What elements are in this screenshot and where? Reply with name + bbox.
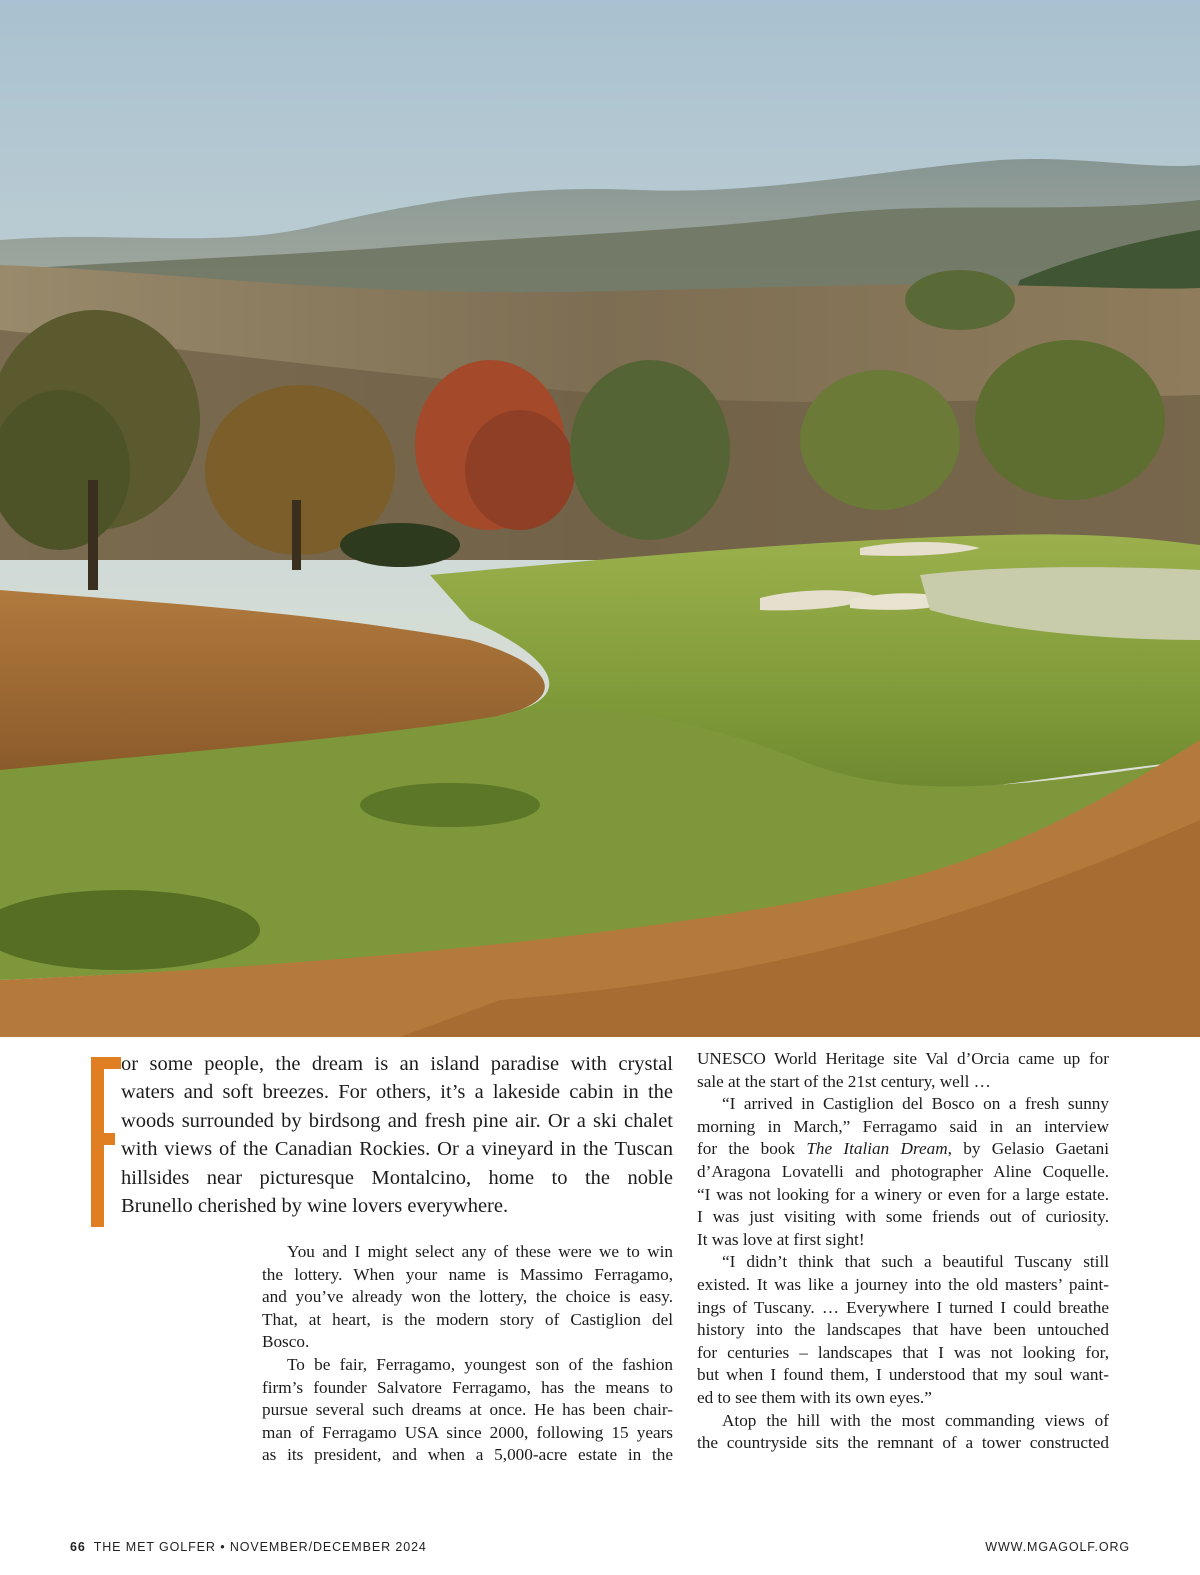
lead-line: Brunello cherished by wine lovers everywhere. (121, 1195, 509, 1218)
body-fragment: for the book (697, 1139, 807, 1159)
body-line: sale at the start of the 21st century, well … (697, 1071, 991, 1091)
lead-line: or some people, the dream is an island paradise with crystal (121, 1053, 673, 1075)
body-line: as its president, and when a 5,000-acre estate in the (262, 1445, 673, 1465)
body-line-with-title (697, 1138, 1109, 1161)
body-line: history into the landscapes that have been untouched (697, 1320, 1109, 1340)
publication-info: THE MET GOLFER • NOVEMBER/DECEMBER 2024 (93, 1540, 427, 1554)
footer-left (70, 1540, 427, 1554)
body-line: the lottery. When your name is Massimo Ferragamo, (262, 1264, 673, 1284)
drop-cap-letter (91, 1057, 104, 1227)
body-fragment: , by Gelasio Gaetani (947, 1139, 1109, 1159)
body-line: It was love at first sight! (697, 1229, 865, 1249)
lead-line: waters and soft breezes. For others, it’s a lakeside cabin in the (121, 1081, 673, 1104)
body-line: “I didn’t think that such a beautiful Tuscany still (722, 1252, 1109, 1272)
body-line: To be fair, Ferragamo, youngest son of the fashion (287, 1354, 673, 1374)
body-column-right (697, 1048, 1109, 1455)
body-line: Atop the hill with the most commanding views of (722, 1410, 1109, 1430)
body-line: the countryside sits the remnant of a tower constructed (697, 1433, 1109, 1453)
body-column-left (262, 1241, 673, 1467)
body-line: UNESCO World Heritage site Val d’Orcia came up for (697, 1049, 1109, 1068)
page-footer (0, 1536, 1200, 1556)
website-link[interactable]: WWW.MGAGOLF.ORG (985, 1540, 1130, 1554)
lead-line: hillsides near picturesque Montalcino, home to the noble (121, 1166, 673, 1189)
lead-paragraph (121, 1050, 673, 1220)
lead-line: with views of the Canadian Rockies. Or a vineyard in the Tuscan (121, 1138, 673, 1161)
body-line: “I was not looking for a winery or even for a large estate. (697, 1184, 1109, 1204)
body-line: for centuries – landscapes that I was not looking for, (697, 1342, 1109, 1362)
body-line: existed. It was like a journey into the old masters’ paint- (697, 1274, 1109, 1294)
body-line: pursue several such dreams at once. He has been chair- (262, 1400, 673, 1420)
body-line: I was just visiting with some friends out of curiosity. (697, 1207, 1109, 1227)
page-number: 66 (70, 1540, 86, 1554)
body-line: man of Ferragamo USA since 2000, following 15 years (262, 1422, 673, 1442)
body-line: but when I found them, I understood that my soul want- (697, 1365, 1109, 1385)
body-line: ings of Tuscany. … Everywhere I turned I could breathe (697, 1297, 1109, 1317)
body-line: morning in March,” Ferragamo said in an interview (697, 1116, 1109, 1136)
book-title: The Italian Dream (806, 1139, 948, 1159)
body-line: firm’s founder Salvatore Ferragamo, has the means to (262, 1377, 673, 1397)
body-line: d’Aragona Lovatelli and photographer Aline Coquelle. (697, 1161, 1109, 1181)
lead-line: woods surrounded by birdsong and fresh pine air. Or a ski chalet (121, 1109, 673, 1132)
body-line: You and I might select any of these were we to win (287, 1242, 673, 1261)
body-line: “I arrived in Castiglion del Bosco on a fresh sunny (722, 1094, 1109, 1114)
body-line: ed to see them with its own eyes.” (697, 1387, 932, 1407)
body-line: and you’ve already won the lottery, the choice is easy. (262, 1287, 673, 1307)
body-line: Bosco. (262, 1332, 310, 1352)
body-line: That, at heart, is the modern story of Castiglion del (262, 1309, 673, 1329)
